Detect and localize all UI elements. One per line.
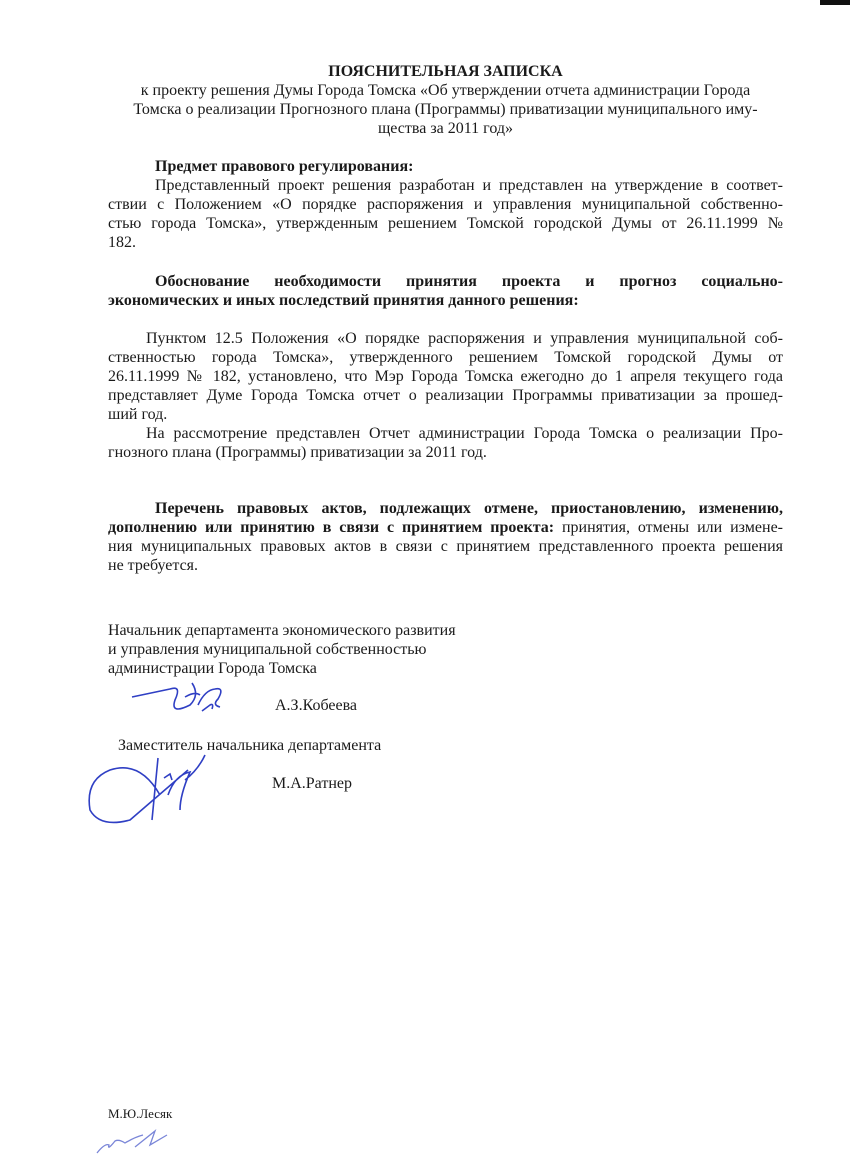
paragraph-text: принятия, отмены или измене- xyxy=(554,519,783,536)
section-heading: Перечень правовых актов, подлежащих отмене, приостановлению, изменению, xyxy=(155,500,783,517)
position-line: и управления муниципальной собственностью xyxy=(108,641,427,658)
paragraph-line: гнозного плана (Программы) приватизации за 2011 год. xyxy=(108,444,487,461)
signature-kobeeva xyxy=(130,675,240,725)
position-line: Начальник департамента экономического развития xyxy=(108,622,456,639)
section-legal-regulation xyxy=(108,157,783,252)
position-line: администрации Города Томска xyxy=(108,660,317,677)
signatory-1-name: А.З.Кобеева xyxy=(275,697,358,714)
justification-paragraph-1 xyxy=(108,329,783,462)
section-legal-acts xyxy=(108,499,783,575)
signatory-2-position: Заместитель начальника департамента xyxy=(118,737,382,754)
paragraph-line: ший год. xyxy=(108,406,168,423)
scan-edge-mark xyxy=(820,0,850,5)
paragraph-line: 182. xyxy=(108,234,136,251)
subtitle-line: щества за 2011 год» xyxy=(377,120,514,137)
subtitle-line: Томска о реализации Прогнозного плана (Программы) приватизации муниципального иму- xyxy=(133,101,758,118)
paragraph-line: представляет Думе Города Томска отчет о реализации Программы приватизации за прошед- xyxy=(108,387,783,404)
paragraph-line: ственностью города Томска», утвержденного решением Томской городской Думы от xyxy=(108,349,783,366)
paragraph-line: стью города Томска», утвержденным решением Томской городской Думы от 26.11.1999 № xyxy=(108,215,783,232)
paragraph-line: не требуется. xyxy=(108,557,199,574)
paragraph-line: Представленный проект решения разработан и представлен на утверждение в соответ- xyxy=(155,177,783,194)
paragraph-line: ствии с Положением «О порядке распоряжения и управления муниципальной собственно- xyxy=(108,196,783,213)
signature-ratner xyxy=(80,750,220,830)
executor-signature xyxy=(95,1125,185,1160)
paragraph-line: Пунктом 12.5 Положения «О порядке распоряжения и управления муниципальной соб- xyxy=(146,330,783,347)
subtitle-line: к проекту решения Думы Города Томска «Об утверждении отчета администрации Города xyxy=(140,82,751,99)
signatory-2-name: М.А.Ратнер xyxy=(272,775,353,792)
document-header xyxy=(108,62,783,138)
section-heading: дополнению или принятию в связи с принятием проекта: xyxy=(108,519,555,536)
document-title: ПОЯСНИТЕЛЬНАЯ ЗАПИСКА xyxy=(328,63,563,80)
paragraph-line: На рассмотрение представлен Отчет администрации Города Томска о реализации Про- xyxy=(146,425,783,442)
section-heading: Предмет правового регулирования: xyxy=(155,158,414,175)
paragraph-line: ния муниципальных правовых актов в связи с принятием представленного проекта решения xyxy=(108,538,783,555)
paragraph-line xyxy=(108,518,783,537)
section-heading: Обоснование необходимости принятия проекта и прогноз социально- xyxy=(155,273,783,290)
signatory-1-position xyxy=(108,621,456,678)
section-heading: экономических и иных последствий принятия данного решения: xyxy=(108,292,579,309)
section-justification xyxy=(108,272,783,310)
paragraph-line: 26.11.1999 № 182, установлено, что Мэр Города Томска ежегодно до 1 апреля текущего года xyxy=(108,368,783,385)
executor-name: М.Ю.Лесяк xyxy=(108,1106,173,1121)
